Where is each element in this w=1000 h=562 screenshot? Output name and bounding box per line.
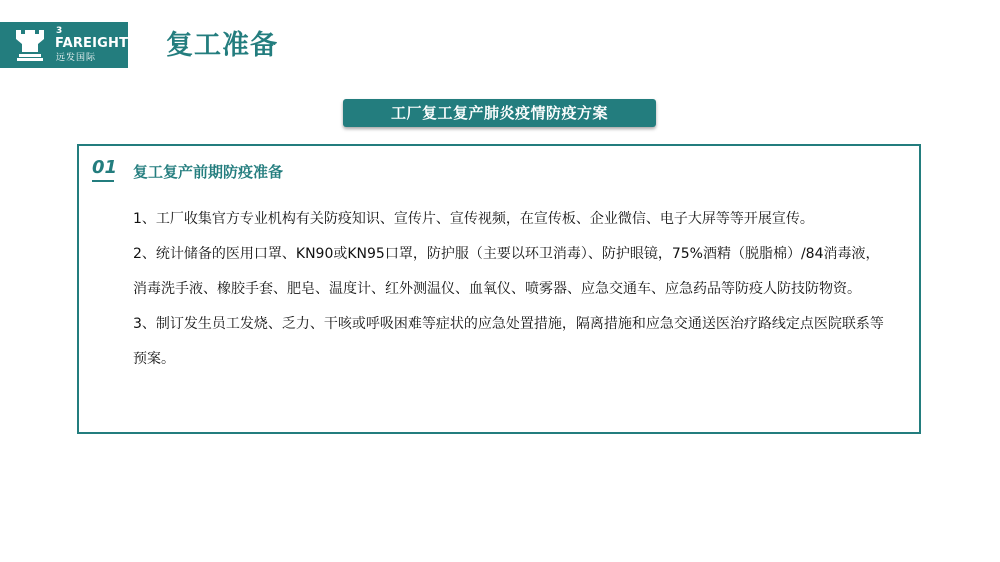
banner <box>343 99 656 127</box>
logo-number: 3 <box>56 26 63 36</box>
chess-rook-icon <box>10 28 50 62</box>
section-body <box>133 202 888 377</box>
banner-title: 工厂复工复产肺炎疫情防疫方案 <box>390 104 608 122</box>
section-number: 01 <box>92 157 118 178</box>
logo <box>0 22 128 68</box>
section-title: 复工复产前期防疫准备 <box>133 163 284 181</box>
content-box <box>77 144 921 434</box>
logo-subtitle: 远发国际 <box>56 53 97 63</box>
logo-wordmark: FAREIGHT <box>55 36 129 51</box>
page-title: 复工准备 <box>166 30 278 61</box>
section-number-underline <box>92 180 114 182</box>
list-item: 1、工厂收集官方专业机构有关防疫知识、宣传片、宣传视频，在宣传板、企业微信、电子大屏等等开展宣传。 <box>133 211 814 227</box>
list-item: 3、制订发生员工发烧、乏力、干咳或呼吸困难等症状的应急处置措施，隔离措施和应急交通送医治疗路线定点医院联系等预案。 <box>133 316 884 367</box>
list-item: 2、统计储备的医用口罩、KN90或KN95口罩，防护服（主要以环卫消毒）、防护眼镜，75%酒精（脱脂棉）/84消毒液，消毒洗手液、橡胶手套、肥皂、温度计、红外测温仪、血氧仪、喷雾器、应急交通车、应急药品等防疫人防技防物资。 <box>133 246 880 297</box>
